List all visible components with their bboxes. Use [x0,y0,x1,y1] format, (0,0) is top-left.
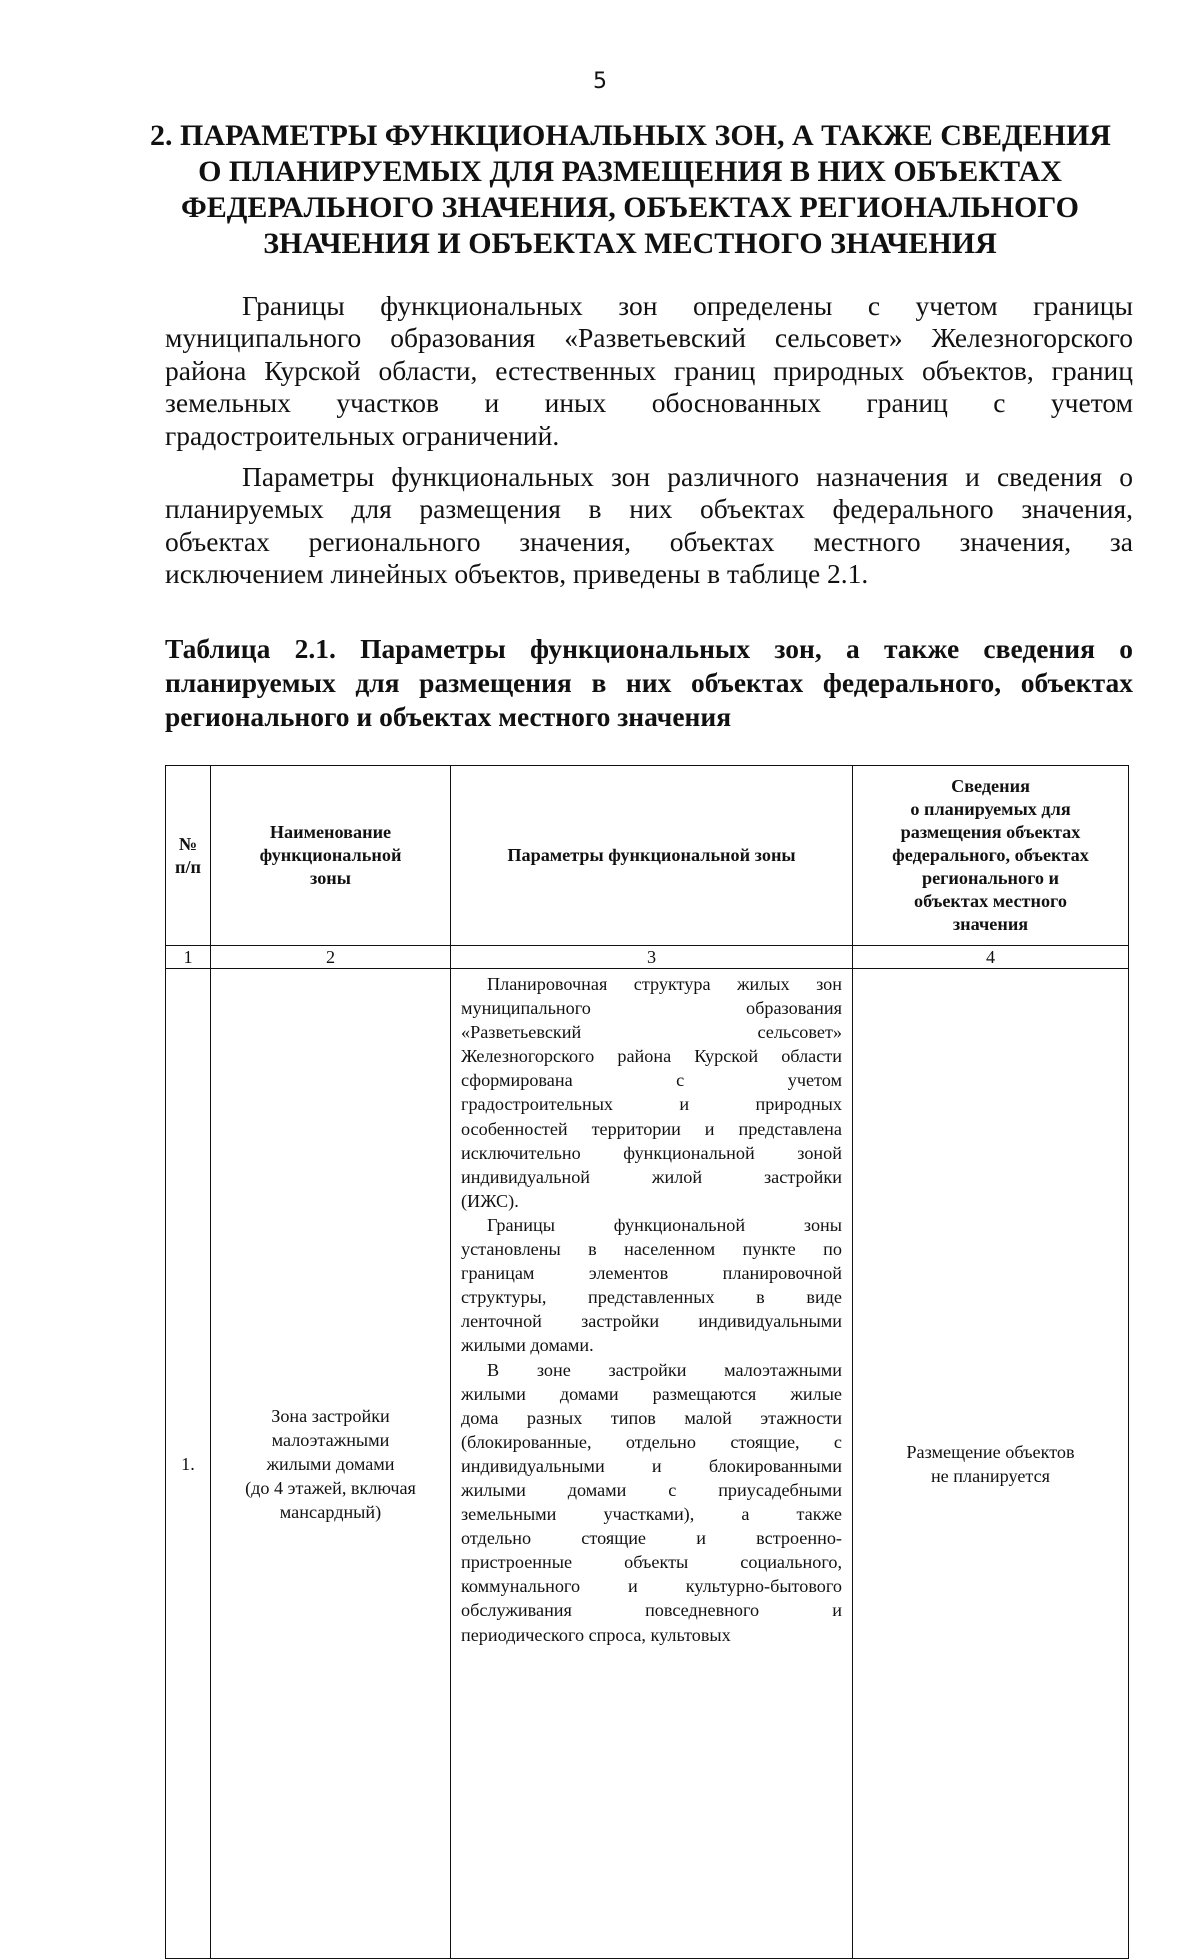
zones-table [165,765,1129,1959]
cell-line: исключительно функциональной зоной [461,1142,842,1163]
cell-line: жилыми домами размещаются жилые [461,1383,842,1404]
zone-name-cell [211,969,451,1959]
paragraph-line: земельных участков и иных обоснованных границ с учетом [165,387,1133,419]
header-line: п/п [174,856,201,877]
cell-line: структуры, представленных в виде [461,1287,842,1308]
section-title-line: ФЕДЕРАЛЬНОГО ЗНАЧЕНИЯ, ОБЪЕКТАХ РЕГИОНАЛЬНОГО [181,191,1079,224]
header-line: значения [952,914,1029,934]
cell-line: Зона застройки [271,1405,390,1426]
table-row [166,969,1129,1959]
cell-line: (блокированные, отдельно стоящие, с [461,1431,842,1452]
cell-line: жилыми домами. [461,1335,594,1356]
header-line: объектах местного [914,891,1067,911]
column-number-row [166,946,1129,969]
cell-line: обслуживания повседневного и [461,1600,842,1621]
cell-line: Размещение объектов [906,1441,1075,1462]
cell-line: (ИЖС). [461,1190,519,1211]
cell-line: «Разветьевский сельсовет» [461,1022,842,1043]
header-line: зоны [310,868,351,888]
paragraph-line: Параметры функциональных зон различного назначения и сведения о [242,461,1133,492]
paragraph-line: Границы функциональных зон определены с учетом границы [242,290,1133,321]
section-title-line: О ПЛАНИРУЕМЫХ ДЛЯ РАЗМЕЩЕНИЯ В НИХ ОБЪЕКТАХ [198,155,1062,188]
cell-line: коммунального и культурно-бытового [461,1576,842,1597]
cell-line: пристроенные объекты социального, [461,1552,842,1573]
paragraph-line: объектах регионального значения, объектах местного значения, за [165,525,1133,557]
paragraph-line: градостроительных ограничений. [165,419,560,451]
row-number: 1. [166,969,211,1959]
table-caption [165,632,1133,734]
section-title [150,118,1110,262]
paragraph-line: планируемых для размещения в них объектах федерального значения, [165,493,1133,525]
page-number: 5 [593,69,607,94]
table-caption-line: планируемых для размещения в них объектах федерального, объектах [165,667,1133,698]
table-caption-line: Таблица 2.1. Параметры функциональных зон, а также сведения о [165,633,1133,664]
header-line: Параметры функциональной зоны [507,845,796,865]
zone-params-cell [451,969,853,1959]
paragraph-functional-zone-borders [165,290,1133,452]
cell-line: дома разных типов малой этажности [461,1407,842,1428]
cell-line: периодического спроса, культовых [461,1624,731,1645]
column-number: 4 [853,946,1129,969]
cell-line: сформирована с учетом [461,1070,842,1091]
cell-line: Железногорского района Курской области [461,1046,842,1067]
paragraph-zone-parameters [165,461,1133,591]
header-line: регионального и [921,868,1060,888]
paragraph-line: исключением линейных объектов, приведены в таблице 2.1. [165,558,869,590]
cell-line: жилыми домами с приусадебными [461,1479,842,1500]
planned-objects-cell [853,969,1129,1959]
cell-line: не планируется [930,1465,1051,1486]
cell-line: особенностей территории и представлена [461,1118,842,1139]
header-planned-objects [853,766,1129,946]
header-number [166,766,211,946]
header-line: Сведения [951,776,1030,796]
header-line: Наименование [269,822,392,842]
cell-line: индивидуальными и блокированными [461,1455,842,1476]
header-zone-params [451,766,853,946]
cell-line: границам элементов планировочной [461,1263,842,1284]
header-line: федерального, объектах [892,845,1089,865]
cell-line: малоэтажными [271,1429,390,1450]
cell-line: отдельно стоящие и встроенно- [461,1528,842,1549]
header-line: функциональной [259,845,402,865]
cell-line: ленточной застройки индивидуальными [461,1311,842,1332]
paragraph-line: муниципального образования «Разветьевский сельсовет» Железногорского [165,322,1133,354]
section-title-line: 2. ПАРАМЕТРЫ ФУНКЦИОНАЛЬНЫХ ЗОН, А ТАКЖЕ СВЕДЕНИЯ [150,119,1111,152]
column-number: 3 [451,946,853,969]
column-number: 2 [211,946,451,969]
cell-line: установлены в населенном пункте по [461,1239,842,1260]
paragraph-line: района Курской области, естественных границ природных объектов, границ [165,354,1133,386]
cell-line: земельными участками), а также [461,1504,842,1525]
header-zone-name [211,766,451,946]
table-header-row [166,766,1129,946]
header-line: о планируемых для [910,799,1071,819]
cell-line: муниципального образования [461,998,842,1019]
table-caption-line: регионального и объектах местного значения [165,701,732,732]
section-title-line: ЗНАЧЕНИЯ И ОБЪЕКТАХ МЕСТНОГО ЗНАЧЕНИЯ [263,227,997,260]
cell-line: (до 4 этажей, включая [245,1477,416,1498]
cell-line: Планировочная структура жилых зон [487,974,842,994]
column-number: 1 [166,946,211,969]
cell-line: жилыми домами [266,1453,395,1474]
cell-line: градостроительных и природных [461,1094,842,1115]
cell-line: мансардный) [279,1501,382,1522]
cell-line: Границы функциональной зоны [487,1214,842,1235]
header-line: № [178,833,198,854]
cell-line: В зоне застройки малоэтажными [487,1359,842,1380]
cell-line: индивидуальной жилой застройки [461,1166,842,1187]
header-line: размещения объектах [900,822,1081,842]
